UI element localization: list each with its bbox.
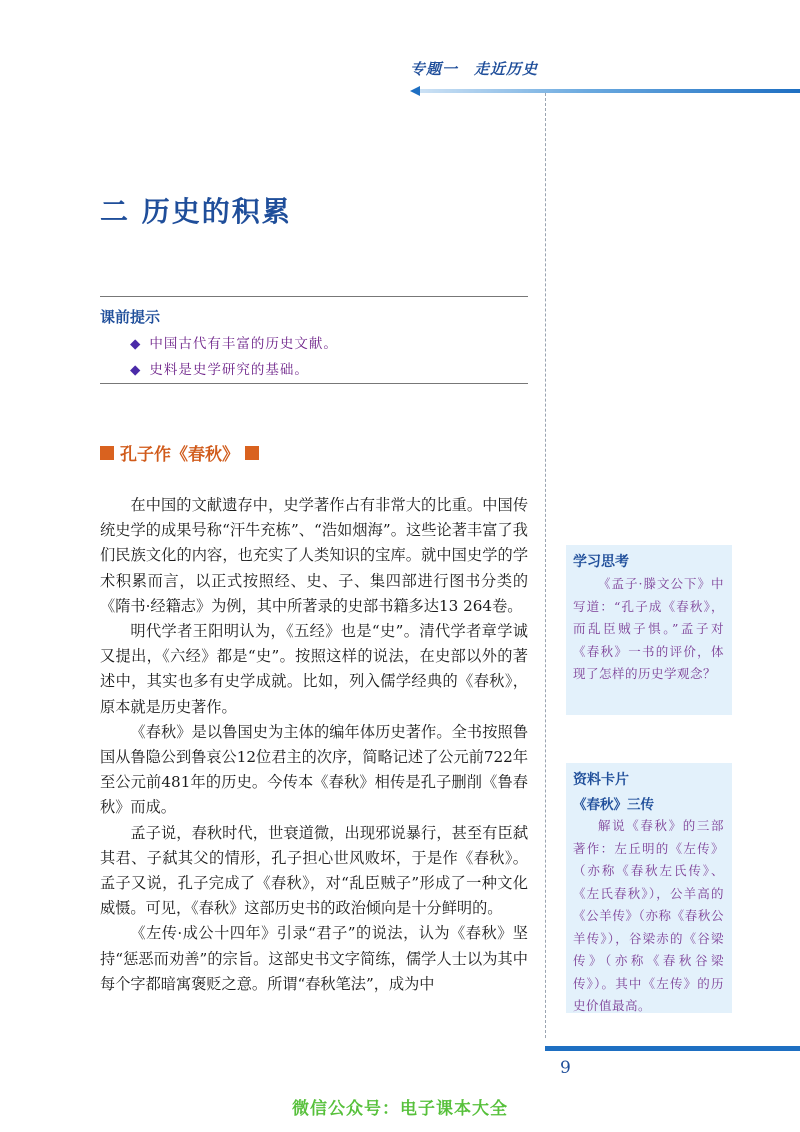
- hint-top-rule: [100, 296, 528, 297]
- header-arrow-icon: [410, 86, 420, 96]
- body-text: [100, 493, 528, 997]
- hint-title: 课前提示: [100, 308, 161, 326]
- square-marker-icon: [245, 446, 259, 460]
- running-header: [410, 58, 570, 82]
- info-card-body: 解说《春秋》的三部著作：左丘明的《左传》（亦称《春秋左氏传》、《左氏春秋》），公羊高的《公羊传》（亦称《春秋公羊传》），谷梁赤的《谷梁传》（亦称《春秋谷梁传》）。其中《左传》的历史价值最高。: [573, 818, 724, 1013]
- square-marker-icon: [100, 446, 114, 460]
- info-card-subtitle: 《春秋》三传: [573, 797, 654, 813]
- hint-item-text: 中国古代有丰富的历史文献。: [149, 336, 338, 352]
- diamond-bullet-icon: ◆: [130, 336, 142, 352]
- header-title: 走近历史: [474, 60, 539, 78]
- watermark: 微信公众号：电子课本大全: [292, 1099, 508, 1119]
- hint-item: [130, 332, 338, 352]
- study-think-body: 《孟子·滕文公下》中写道：“孔子成《春秋》，而乱臣贼子惧。”孟子对《春秋》一书的评价，体现了怎样的历史学观念？: [573, 576, 724, 681]
- page-number: 9: [560, 1058, 571, 1078]
- study-think-title: 学习思考: [573, 554, 629, 570]
- info-card-title: 资料卡片: [573, 772, 629, 788]
- footer-rule: [545, 1046, 800, 1051]
- hint-item-text: 史料是史学研究的基础。: [149, 362, 309, 378]
- info-card-box: [566, 763, 732, 1013]
- study-think-box: [566, 545, 732, 715]
- paragraph: 孟子说，春秋时代，世衰道微，出现邪说暴行，甚至有臣弑其君、子弑其父的情形，孔子担心世风败坏，于是作《春秋》。孟子又说，孔子完成了《春秋》，对“乱臣贼子”形成了一种文化威慑。可见，《春秋》这部历史书的政治倾向是十分鲜明的。: [100, 823, 528, 918]
- subsection-heading: [100, 440, 259, 465]
- hint-item: [130, 358, 309, 378]
- header-rule: [415, 89, 800, 93]
- paragraph: 《春秋》是以鲁国史为主体的编年体历史著作。全书按照鲁国从鲁隐公到鲁哀公12位君主的次序，简略记述了公元前722年至公元前481年的历史。今传本《春秋》相传是孔子删削《鲁春秋》而成。: [100, 722, 529, 817]
- section-title: 二 历史的积累: [100, 195, 292, 228]
- hint-bottom-rule: [100, 383, 528, 384]
- paragraph: 《左传·成公十四年》引录“君子”的说法，认为《春秋》坚持“惩恶而劝善”的宗旨。这部史书文字简练，儒学人士以为其中每个字都暗寓褒贬之意。所谓“春秋笔法”，成为中: [100, 924, 528, 993]
- margin-divider: [545, 93, 546, 1038]
- subsection-title: 孔子作《春秋》: [120, 445, 239, 465]
- paragraph: 明代学者王阳明认为，《五经》也是“史”。清代学者章学诚又提出，《六经》都是“史”。按照这样的说法，在史部以外的著述中，其实也多有史学成就。比如，列入儒学经典的《春秋》，原本就是历史著作。: [100, 622, 528, 716]
- paragraph: 在中国的文献遗存中，史学著作占有非常大的比重。中国传统史学的成果号称“汗牛充栋”、“浩如烟海”。这些论著丰富了我们民族文化的内容，也充实了人类知识的宝库。就中国史学的学术积累而言，以正式按照经、史、子、集四部进行图书分类的《隋书·经籍志》为例，其中所著录的史部书籍多达13 264卷。: [100, 496, 528, 615]
- header-chapter: 专题一: [410, 60, 459, 78]
- diamond-bullet-icon: ◆: [130, 362, 142, 378]
